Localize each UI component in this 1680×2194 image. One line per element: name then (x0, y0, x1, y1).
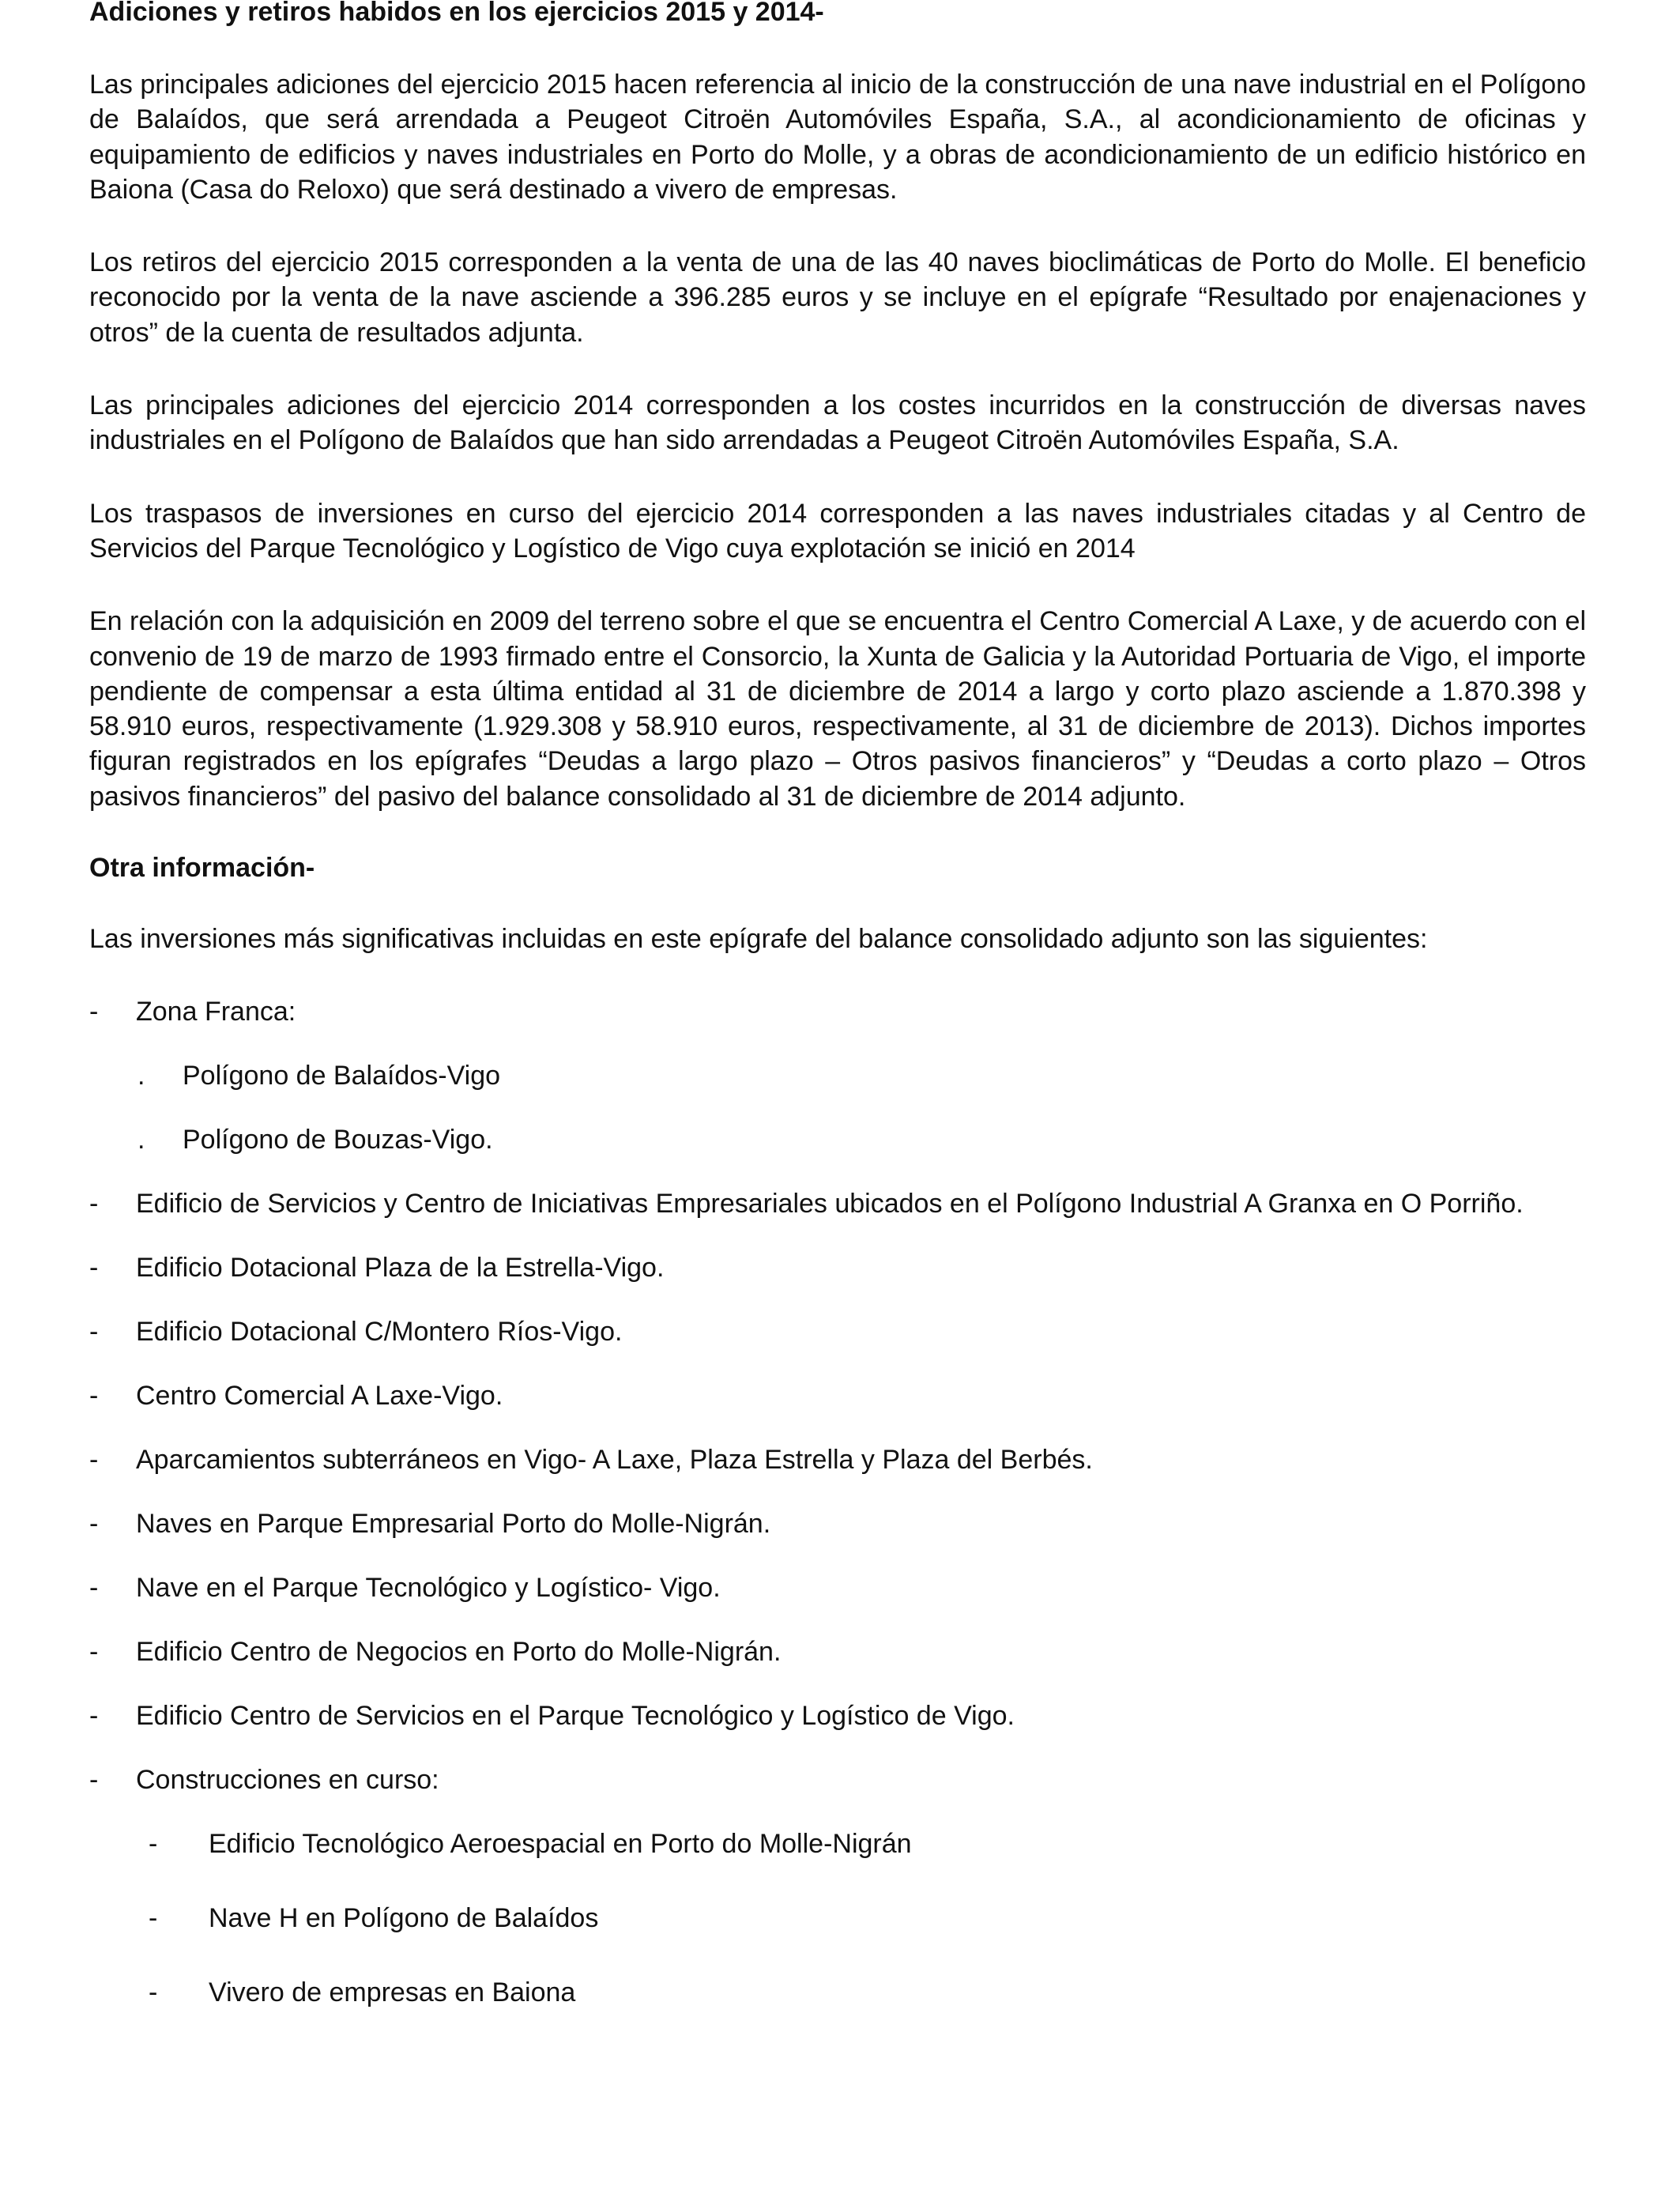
list-item-label: Zona Franca: (136, 997, 296, 1027)
section-heading-adiciones: Adiciones y retiros habidos en los ejercicios 2015 y 2014- (89, 0, 824, 27)
list-bullet: - (89, 1637, 99, 1668)
sub-item-nave-h (89, 1901, 1586, 1936)
sub-item-label: Nave H en Polígono de Balaídos (209, 1903, 599, 1934)
paragraph-a-laxe: En relación con la adquisición en 2009 del terreno sobre el que se encuentra el Centro Comercial A Laxe, y de acuerdo con el convenio de 19 de marzo de 1993 firmado entre el Consorcio, la Xunta de Galicia y la Autoridad Portuaria de Vigo, el importe pendiente de compensar a esta última entidad al 31 de diciembre de 2014 a largo y corto plazo asciende a 1.870.398 y 58.910 euros, respectivamente (1.929.308 y 58.910 euros, respectivamente, al 31 de diciembre de 2013). Dichos importes figuran registrados en los epígrafes “Deudas a largo plazo – Otros pasivos financieros” y “Deudas a corto plazo – Otros pasivos financieros” del pasivo del balance consolidado al 31 de diciembre de 2014 adjunto. (89, 606, 1586, 812)
list-item (89, 1186, 1586, 1221)
document-page (89, 0, 1586, 2010)
list-item-label: Edificio Centro de Servicios en el Parque Tecnológico y Logístico de Vigo. (136, 1701, 1015, 1732)
list-bullet: - (89, 997, 99, 1027)
list-bullet: - (89, 1573, 99, 1604)
paragraph-adiciones-2014: Las principales adiciones del ejercicio 2014 corresponden a los costes incurridos en la construcción de diversas naves industriales en el Polígono de Balaídos que han sido arrendadas a Peugeot Citroën Automóviles España, S.A. (89, 390, 1586, 456)
investments-list (89, 994, 1586, 2010)
sub-bullet: - (149, 1829, 158, 1860)
list-item (89, 1442, 1586, 1477)
sub-item-aeroespacial (89, 1826, 1586, 1861)
sub-item-bouzas (89, 1122, 1586, 1157)
list-bullet: - (89, 1765, 99, 1796)
list-item-label: Construcciones en curso: (136, 1765, 439, 1796)
list-bullet: - (89, 1253, 99, 1284)
sub-bullet: - (149, 1903, 158, 1934)
list-item-label: Centro Comercial A Laxe-Vigo. (136, 1381, 503, 1412)
list-item (89, 1314, 1586, 1349)
list-bullet: - (89, 1189, 99, 1220)
list-bullet: - (89, 1317, 99, 1348)
sub-item-balaidos (89, 1058, 1586, 1093)
list-bullet: - (89, 1701, 99, 1732)
sub-item-label: Edificio Tecnológico Aeroespacial en Porto do Molle-Nigrán (209, 1829, 912, 1860)
list-item (89, 1698, 1586, 1733)
paragraph-retiros-2015: Los retiros del ejercicio 2015 corresponden a la venta de una de las 40 naves bioclimáticas de Porto do Molle. El beneficio reconocido por la venta de la nave asciende a 396.285 euros y se incluye en el epígrafe “Resultado por enajenaciones y otros” de la cuenta de resultados adjunta. (89, 247, 1586, 348)
list-item-label: Nave en el Parque Tecnológico y Logístico- Vigo. (136, 1573, 721, 1604)
list-bullet: - (89, 1509, 99, 1540)
list-item-label: Naves en Parque Empresarial Porto do Molle-Nigrán. (136, 1509, 771, 1540)
paragraph-traspasos-2014: Los traspasos de inversiones en curso del ejercicio 2014 corresponden a las naves industriales citadas y al Centro de Servicios del Parque Tecnológico y Logístico de Vigo cuya explotación se inició en 2014 (89, 498, 1586, 564)
section-heading-otra-informacion: Otra información- (89, 853, 315, 884)
list-item-label: Edificio Centro de Negocios en Porto do Molle-Nigrán. (136, 1637, 782, 1668)
sub-item-vivero (89, 1975, 1586, 2010)
list-item (89, 1250, 1586, 1285)
sub-item-label: Vivero de empresas en Baiona (209, 1977, 576, 2008)
list-item-label: Aparcamientos subterráneos en Vigo- A Laxe, Plaza Estrella y Plaza del Berbés. (136, 1445, 1093, 1476)
sub-bullet: . (137, 1125, 145, 1155)
list-item-construcciones (89, 1762, 1586, 1797)
sub-bullet: . (137, 1061, 145, 1091)
paragraph-inversiones-intro: Las inversiones más significativas incluidas en este epígrafe del balance consolidado adjunto son las siguientes: (89, 924, 1428, 955)
paragraph-adiciones-2015: Las principales adiciones del ejercicio 2015 hacen referencia al inicio de la construcción de una nave industrial en el Polígono de Balaídos, que será arrendada a Peugeot Citroën Automóviles España, S.A., al acondicionamiento de oficinas y equipamiento de edificios y naves industriales en Porto do Molle, y a obras de acondicionamiento de un edificio histórico en Baiona (Casa do Reloxo) que será destinado a vivero de empresas. (89, 70, 1586, 205)
list-bullet: - (89, 1381, 99, 1412)
list-item-label: Edificio de Servicios y Centro de Iniciativas Empresariales ubicados en el Polígono Industrial A Granxa en O Porriño. (136, 1189, 1524, 1220)
list-item-zona-franca (89, 994, 1586, 1029)
list-bullet: - (89, 1445, 99, 1476)
list-item (89, 1506, 1586, 1541)
sub-item-label: Polígono de Bouzas-Vigo. (183, 1125, 493, 1155)
sub-bullet: - (149, 1977, 158, 2008)
list-item (89, 1378, 1586, 1413)
list-item-label: Edificio Dotacional C/Montero Ríos-Vigo. (136, 1317, 623, 1348)
list-item-label: Edificio Dotacional Plaza de la Estrella-Vigo. (136, 1253, 665, 1284)
list-item (89, 1570, 1586, 1605)
list-item (89, 1634, 1586, 1669)
sub-item-label: Polígono de Balaídos-Vigo (183, 1061, 501, 1091)
